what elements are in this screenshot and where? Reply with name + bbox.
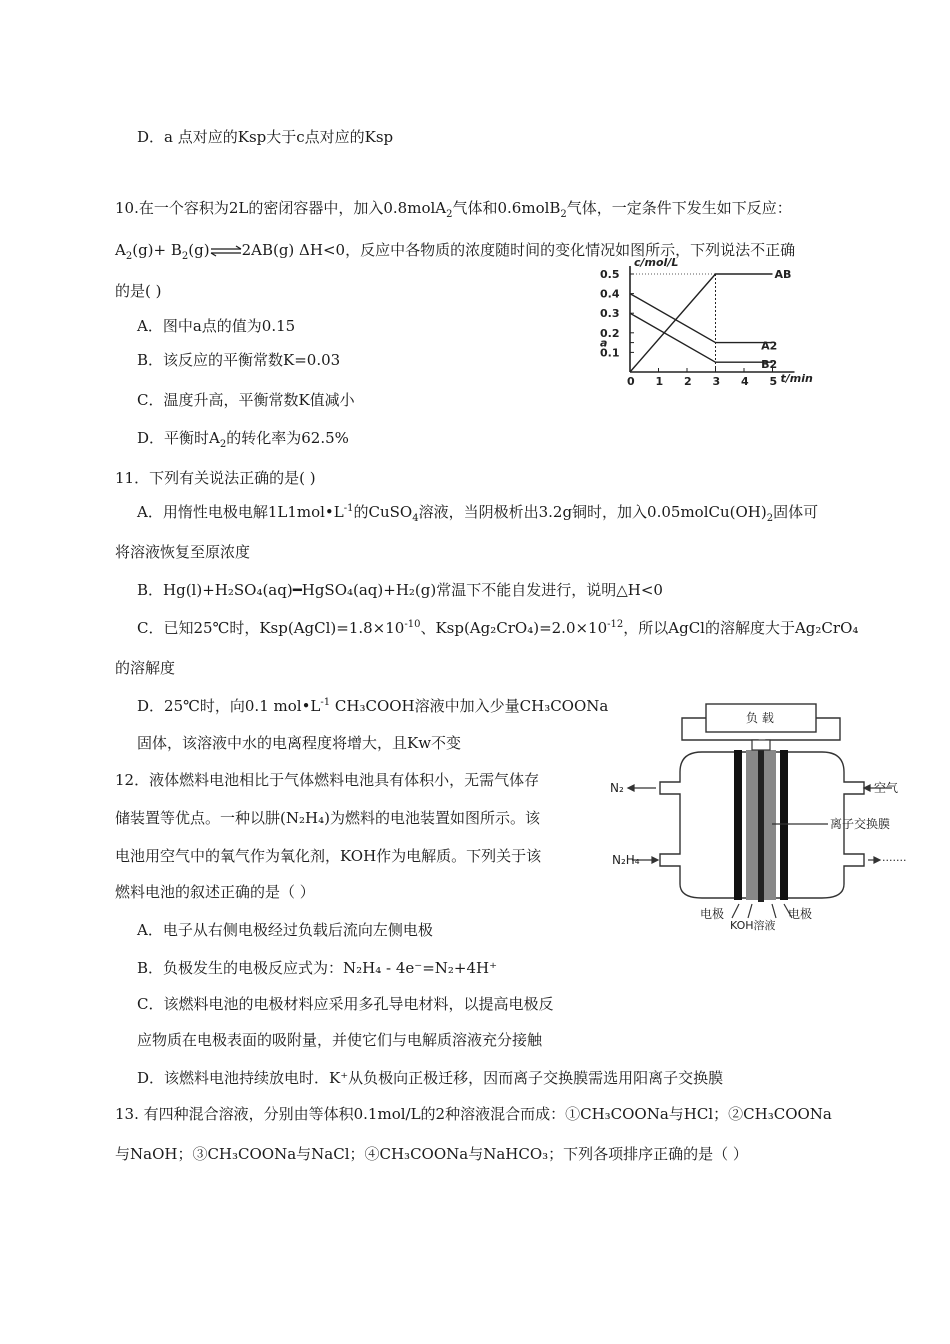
q12-stem-line3: 电池用空气中的氧气作为氧化剂，KOH作为电解质。下列关于该 (115, 847, 542, 865)
fuel-cell-diagram (612, 704, 912, 930)
q12-option-a: A．电子从右侧电极经过负载后流向左侧电极 (137, 921, 433, 939)
series-line-a2 (630, 294, 773, 343)
ion-exchange-membrane (758, 748, 764, 902)
q10-option-c: C．温度升高，平衡常数K值减小 (137, 391, 355, 409)
q12-option-b: B．负极发生的电极反应式为：N₂H₄ - 4e⁻=N₂+4H⁺ (137, 959, 498, 977)
series-line-ab (630, 274, 773, 372)
x-tick-label: 1 (655, 375, 664, 388)
q11-stem: 11．下列有关说法正确的是( ) (115, 469, 316, 487)
q11-option-b: B．Hg(l)+H₂SO₄(aq)━HgSO₄(aq)+H₂(g)常温下不能自发进行，说明△H<0 (137, 581, 663, 599)
q12-stem-line1: 12．液体燃料电池相比于气体燃料电池具有体积小，无需气体存 (115, 771, 540, 789)
x-axis-label: t/min (780, 372, 813, 385)
q11-option-d-line2: 固体，该溶液中水的电离程度将增大，且Kw不变 (137, 734, 462, 752)
q11-option-a-line1: A．用惰性电极电解$1L1mol•L^{-1}$的CuSO$_4$溶液，当阴极析出3.2g铜时，加入$0.05molCu(OH)_2$固体可 (137, 503, 819, 524)
y-tick-label: 0.1 (600, 346, 620, 360)
x-tick-label: 5 (769, 375, 778, 388)
q11-option-c-line2: 的溶解度 (115, 659, 176, 677)
q11-option-d-line1: D．25℃时，向0.1 $mol•L^{-1}$ CH₃COOH溶液中加入少量CH₃COONa (137, 697, 609, 715)
q10-stem-line1: 10.在一个容积为2L的密闭容器中，加入0.8molA$_2$气体和0.6molB$_2$气体，一定条件下发生如下反应： (115, 199, 792, 220)
q11-option-a-line2: 将溶液恢复至原浓度 (115, 543, 251, 561)
q13-stem-line2: 与NaOH；③CH₃COONa与NaCl；④CH₃COONa与NaHCO₃；下列各项排序正确的是（ ） (115, 1145, 748, 1163)
q10-option-d: D．平衡时$A_2$的转化率为62.5% (137, 429, 349, 450)
series-label-a2: A2 (761, 339, 778, 353)
q12-stem-line2: 储装置等优点。一种以肼(N₂H₄)为燃料的电池装置如图所示。该 (115, 809, 540, 827)
x-tick-label: 4 (741, 375, 749, 388)
q13-stem-line1: 13. 有四种混合溶液，分别由等体积0.1mol/L的2种溶液混合而成：①CH₃COONa与HCl；②CH₃COONa (115, 1105, 832, 1123)
y-tick-label: a (600, 336, 608, 350)
q10-option-b: B．该反应的平衡常数K=0.03 (137, 351, 341, 369)
y-tick-label: 0.4 (600, 287, 620, 301)
y-tick-label: 0.3 (600, 307, 620, 321)
left-electrode (734, 750, 742, 900)
q12-option-c-line2: 应物质在电极表面的吸附量，并使它们与电解质溶液充分接触 (137, 1031, 543, 1049)
series-label-b2: B2 (761, 358, 778, 372)
q12-option-d: D．该燃料电池持续放电时．K⁺从负极向正极迁移，因而离子交换膜需选用阳离子交换膜 (137, 1069, 724, 1087)
q9-option-d: D．a 点对应的Ksp大于c点对应的Ksp (137, 128, 394, 146)
series-line-b2 (630, 313, 773, 362)
series-label-ab: AB (774, 268, 792, 281)
outlet-dots: ······· (882, 854, 907, 867)
q11-option-c-line1: C．已知25℃时，$Ksp(AgCl)=1.8\times 10^{-10}$、$Ksp(Ag_2CrO_4)=2.0\times 10^{-12}$，所以AgCl的溶解度大于Ag₂CrO₄ (137, 619, 859, 637)
q10-stem-line3: 的是( ) (115, 282, 162, 300)
concentration-time-chart (592, 256, 844, 392)
y-tick-label: 0.5 (600, 268, 620, 281)
y-axis-label: c/mol/L (634, 256, 679, 269)
left-electrode-label: 电极 (700, 907, 725, 921)
q10-option-a: A．图中a点的值为0.15 (137, 317, 296, 335)
y-tick-label: 0.2 (600, 326, 620, 340)
koh-label: KOH溶液 (730, 919, 776, 932)
right-electrode (780, 750, 788, 900)
equilibrium-arrow-icon (210, 241, 242, 261)
membrane-label: 离子交换膜 (830, 817, 891, 831)
right-electrode-label: 电极 (788, 907, 813, 921)
n2h4-label: N₂H₄ (612, 853, 640, 867)
air-label: 空气 (874, 781, 899, 795)
q12-option-c-line1: C．该燃料电池的电极材料应采用多孔导电材料，以提高电极反 (137, 995, 554, 1013)
q10-stem-line2: $A_2(g)+ B_2(g)$ 2AB(g) ΔH<0，反应中各物质的浓度随时间的变化情况如图所示，下列说法不正确 (115, 241, 796, 262)
x-tick-label: 3 (712, 375, 721, 388)
x-tick-label: 2 (684, 375, 692, 388)
load-label: 负 载 (746, 711, 774, 725)
q12-stem-line4: 燃料电池的叙述正确的是（ ） (115, 883, 315, 901)
n2-label: N₂ (610, 781, 624, 795)
x-tick-label: 0 (627, 375, 635, 388)
